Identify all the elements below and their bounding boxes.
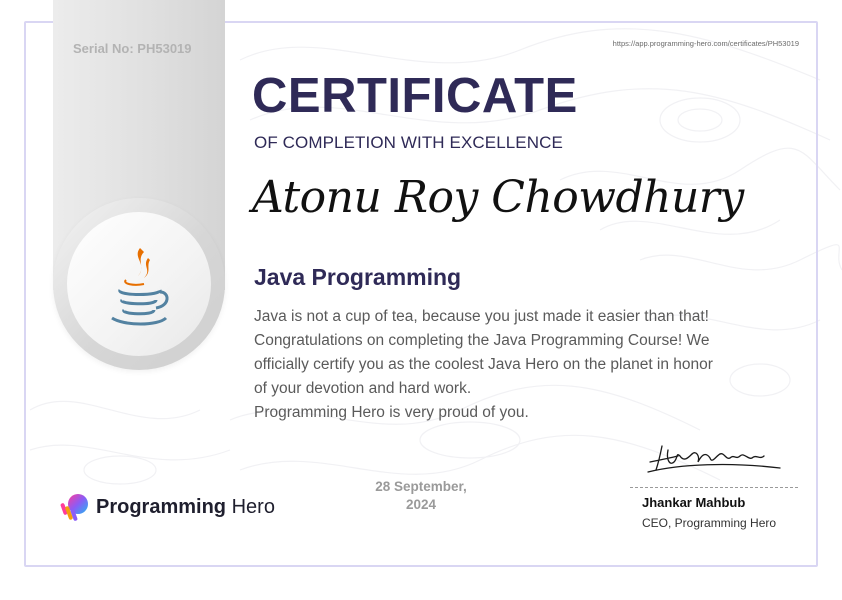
serial-number: Serial No: PH53019: [73, 41, 192, 56]
issue-date-year: 2024: [405, 497, 437, 512]
body-line: officially certify you as the coolest Java Hero on the planet in honor: [254, 356, 713, 373]
issue-date-day-month: 28 September,: [375, 479, 467, 494]
programming-hero-logo-icon: [59, 492, 91, 524]
body-line: Java is not a cup of tea, because you just made it easier than that!: [254, 308, 709, 325]
java-coffee-cup-icon: [104, 244, 174, 328]
brand-name-bold: Programming: [96, 496, 227, 518]
certificate-body: [254, 305, 799, 425]
brand-name: [96, 496, 275, 519]
course-title: Java Programming: [254, 264, 462, 290]
body-line: of your devotion and hard work.: [254, 380, 472, 397]
issue-date: [360, 478, 482, 514]
signer-name: Jhankar Mahbub: [642, 495, 746, 510]
brand-name-regular: Hero: [226, 496, 275, 518]
certificate-url[interactable]: https://app.programming-hero.com/certificates/PH53019: [612, 39, 799, 48]
signer-role: CEO, Programming Hero: [642, 516, 777, 530]
recipient-name: Atonu Roy Chowdhury: [252, 172, 744, 223]
body-line: Congratulations on completing the Java Programming Course! We: [254, 332, 710, 349]
handwritten-signature: [640, 438, 790, 484]
certificate-title: CERTIFICATE: [252, 69, 578, 123]
certificate-subtitle: OF COMPLETION WITH EXCELLENCE: [254, 133, 563, 152]
signature-line: [630, 487, 798, 488]
body-line: Programming Hero is very proud of you.: [254, 404, 529, 421]
